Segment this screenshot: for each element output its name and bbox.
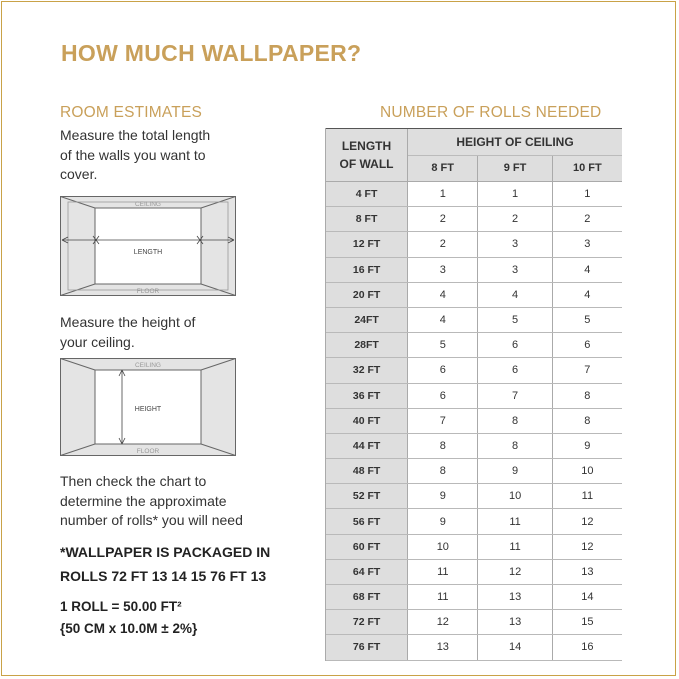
column-9ft: 9 FT [478,156,552,182]
rolls-9ft-cell: 8 [478,409,552,433]
wall-length-cell: 8 FT [326,207,408,231]
rolls-8ft-cell: 4 [408,283,478,307]
table-row [326,635,622,660]
rolls-9ft-cell: 13 [478,585,552,609]
length-label: LENGTH [133,249,163,256]
rolls-9ft-cell: 2 [478,207,552,231]
header-line: OF WALL [339,157,394,171]
table-row [326,258,622,283]
rolls-8ft-cell: 11 [408,560,478,584]
rolls-9ft-cell: 3 [478,232,552,256]
wall-length-cell: 20 FT [326,283,408,307]
rolls-9ft-cell: 8 [478,434,552,458]
rolls-9ft-cell: 11 [478,509,552,533]
wall-length-cell: 52 FT [326,484,408,508]
rolls-8ft-cell: 4 [408,308,478,332]
wall-length-cell: 40 FT [326,409,408,433]
wall-length-cell: 76 FT [326,635,408,659]
wall-length-cell: 4 FT [326,182,408,206]
rolls-10ft-cell: 3 [584,238,591,251]
rolls-8ft-cell: 2 [408,232,478,256]
wall-length-cell: 72 FT [326,610,408,634]
rolls-9ft-cell: 6 [478,333,552,357]
table-row [326,409,622,434]
rolls-10ft-cell: 12 [581,540,594,553]
rolls-10ft-cell: 9 [584,439,591,452]
rolls-10ft-cell: 8 [584,389,591,402]
rolls-8ft-cell: 5 [408,333,478,357]
rolls-8ft-cell: 1 [408,182,478,206]
rolls-10ft-cell: 8 [584,414,591,427]
instruction-line: of the walls you want to [60,146,206,163]
instruction-height [60,313,195,352]
rolls-8ft-cell: 11 [408,585,478,609]
height-label: HEIGHT [134,406,162,413]
table-row [326,560,622,585]
room-estimates-heading: ROOM ESTIMATES [60,104,203,121]
rolls-8ft-cell: 9 [408,484,478,508]
rolls-8ft-cell: 9 [408,509,478,533]
rolls-10ft-cell: 12 [581,515,594,528]
wall-length-cell: 48 FT [326,459,408,483]
instruction-line: Measure the height of [60,314,196,330]
floor-label: FLOOR [136,448,160,455]
column-10ft: 10 FT [572,162,602,175]
height-diagram [60,358,236,456]
wall-length-cell: 36 FT [326,384,408,408]
wall-length-cell: 12 FT [326,232,408,256]
table-row [326,459,622,484]
rolls-10ft-cell: 1 [584,188,591,201]
rolls-9ft-cell: 4 [478,283,552,307]
header-line: LENGTH [341,139,392,153]
ceiling-label: CEILING [134,362,162,369]
wall-length-cell: 64 FT [326,560,408,584]
rolls-10ft-cell: 5 [584,314,591,327]
rolls-8ft-cell: 6 [408,358,478,382]
table-row [326,308,622,333]
rolls-10ft-cell: 16 [581,641,594,654]
instruction-line: your ceiling. [60,333,135,350]
wall-length-cell: 16 FT [326,258,408,282]
page-title: HOW MUCH WALLPAPER? [61,40,362,66]
floor-label: FLOOR [136,288,160,295]
rolls-10ft-cell: 4 [584,263,591,276]
note-line: *WALLPAPER IS PACKAGED IN [60,544,271,560]
rolls-10ft-cell: 15 [581,616,594,629]
table-row [326,535,622,560]
table-row [326,207,622,232]
rolls-8ft-cell: 10 [408,535,478,559]
table-row [326,509,622,534]
table-row [326,182,622,207]
rolls-8ft-cell: 8 [408,459,478,483]
rolls-8ft-cell: 3 [408,258,478,282]
rolls-9ft-cell: 9 [478,459,552,483]
rolls-8ft-cell: 2 [408,207,478,231]
instruction-chart [60,472,243,531]
rolls-8ft-cell: 7 [408,409,478,433]
rolls-9ft-cell: 13 [478,610,552,634]
height-of-ceiling-header: HEIGHT OF CEILING [408,129,622,156]
rolls-10ft-cell: 14 [581,591,594,604]
table-header [326,128,622,182]
instruction-line: cover. [60,166,98,182]
wall-length-cell: 44 FT [326,434,408,458]
instruction-line: number of rolls* you will need [60,512,243,528]
rolls-8ft-cell: 8 [408,434,478,458]
rolls-10ft-cell: 4 [584,288,591,301]
rolls-9ft-cell: 14 [478,635,552,659]
instruction-line: determine the approximate [60,492,227,509]
table-row [326,610,622,635]
rolls-9ft-cell: 7 [478,384,552,408]
rolls-10ft-cell: 2 [584,213,591,226]
rolls-10ft-cell: 11 [581,490,594,503]
table-body [326,182,622,661]
wall-length-cell: 60 FT [326,535,408,559]
rolls-needed-heading: NUMBER OF ROLLS NEEDED [380,104,602,121]
length-of-wall-header [326,129,408,181]
note-line: {50 CM x 10.0M ± 2%} [60,621,198,636]
rolls-9ft-cell: 5 [478,308,552,332]
table-row [326,484,622,509]
table-row [326,333,622,358]
wall-length-cell: 56 FT [326,509,408,533]
table-row [326,232,622,257]
table-row [326,434,622,459]
table-row [326,384,622,409]
rolls-9ft-cell: 12 [478,560,552,584]
rolls-8ft-cell: 6 [408,384,478,408]
table-row [326,358,622,383]
wall-length-cell: 28FT [326,333,408,357]
ceiling-label: CEILING [134,201,162,208]
instruction-line: Measure the total length [60,127,211,143]
column-8ft: 8 FT [408,156,478,182]
table-row [326,585,622,610]
instruction-line: Then check the chart to [60,473,207,489]
note-line: ROLLS 72 FT 13 14 15 76 FT 13 [60,568,267,584]
note-line: 1 ROLL = 50.00 FT² [60,599,182,614]
roll-size-note [60,596,197,640]
ceiling-header-group [408,129,622,181]
wall-length-cell: 32 FT [326,358,408,382]
instruction-length [60,126,210,185]
rolls-9ft-cell: 10 [478,484,552,508]
packaging-note [60,540,270,588]
wall-length-cell: 68 FT [326,585,408,609]
wall-length-cell: 24FT [326,308,408,332]
rolls-10ft-cell: 13 [581,565,594,578]
length-diagram [60,196,236,296]
rolls-8ft-cell: 13 [408,635,478,659]
rolls-9ft-cell: 11 [478,535,552,559]
rolls-10ft-cell: 6 [584,339,591,352]
rolls-9ft-cell: 6 [478,358,552,382]
rolls-9ft-cell: 1 [478,182,552,206]
rolls-table [325,128,622,661]
rolls-8ft-cell: 12 [408,610,478,634]
rolls-10ft-cell: 10 [581,465,594,478]
table-row [326,283,622,308]
rolls-10ft-cell: 7 [584,364,591,377]
rolls-9ft-cell: 3 [478,258,552,282]
ceiling-columns [408,156,622,182]
